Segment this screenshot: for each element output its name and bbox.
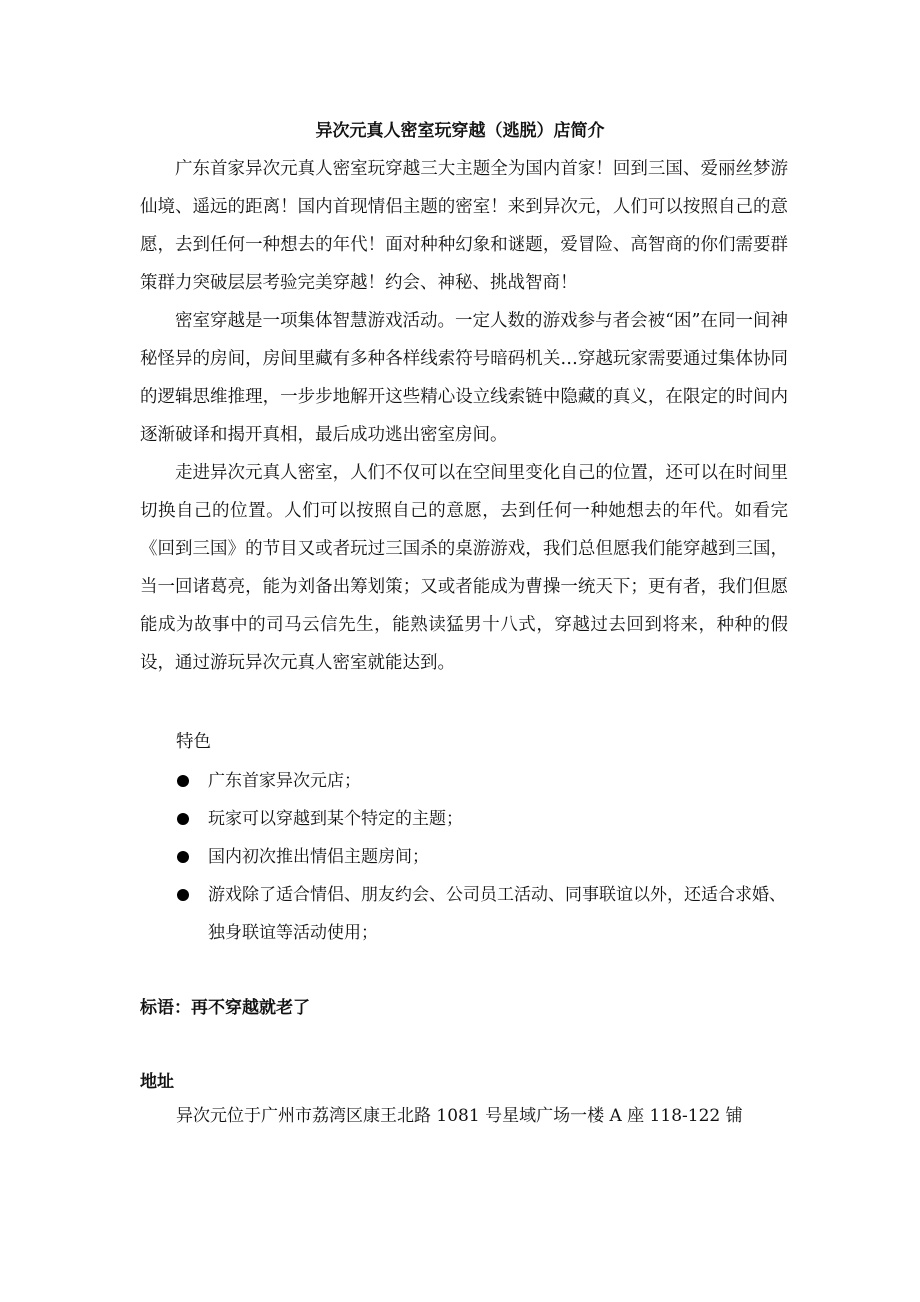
feature-text: 玩家可以穿越到某个特定的主题； — [208, 809, 463, 829]
slogan-heading: 标语：再不穿越就老了 — [140, 998, 310, 1018]
bullet-icon — [177, 889, 189, 901]
document-title: 异次元真人密室玩穿越（逃脱）店简介 — [315, 121, 605, 141]
address-text: 异次元位于广州市荔湾区康王北路 1081 号星域广场一楼 A 座 118-122 铺 — [176, 1106, 743, 1126]
bullet-icon — [177, 813, 189, 825]
address-heading: 地址 — [140, 1072, 174, 1092]
feature-item — [140, 838, 788, 876]
intro-paragraph: 广东首家异次元真人密室玩穿越三大主题全为国内首家！回到三国、爱丽丝梦游仙境、遥远的距离！国内首现情侣主题的密室！来到异次元，人们可以按照自己的意愿，去到任何一种想去的年代！面对种种幻象和谜题，爱冒险、高智商的你们需要群策群力突破层层考验完美穿越！约会、神秘、挑战智商！ — [140, 159, 788, 293]
feature-text: 游戏除了适合情侣、朋友约会、公司员工活动、同事联谊以外，还适合求婚、独身联谊等活动使用； — [208, 885, 786, 943]
features-list — [140, 762, 788, 952]
activity-paragraph: 密室穿越是一项集体智慧游戏活动。一定人数的游戏参与者会被“困”在同一间神秘怪异的房间，房间里藏有多种各样线索符号暗码机关…穿越玩家需要通过集体协同的逻辑思维推理，一步步地解开这些精心设立线索链中隐藏的真义，在限定的时间内逐渐破译和揭开真相，最后成功逃出密室房间。 — [140, 311, 788, 445]
bullet-icon — [177, 775, 189, 787]
feature-item — [140, 800, 788, 838]
bullet-icon — [177, 851, 189, 863]
feature-item — [140, 876, 788, 952]
feature-item — [140, 762, 788, 800]
feature-text: 广东首家异次元店； — [208, 771, 361, 791]
experience-paragraph: 走进异次元真人密室，人们不仅可以在空间里变化自己的位置，还可以在时间里切换自己的位置。人们可以按照自己的意愿，去到任何一种她想去的年代。如看完《回到三国》的节目又或者玩过三国杀的桌游游戏，我们总但愿我们能穿越到三国，当一回诸葛亮，能为刘备出筹划策；又或者能成为曹操一统天下；更有者，我们但愿能成为故事中的司马云信先生，能熟读猛男十八式，穿越过去回到将来，种种的假设，通过游玩异次元真人密室就能达到。 — [140, 463, 788, 673]
features-label: 特色 — [176, 732, 211, 752]
feature-text: 国内初次推出情侣主题房间； — [208, 847, 429, 867]
